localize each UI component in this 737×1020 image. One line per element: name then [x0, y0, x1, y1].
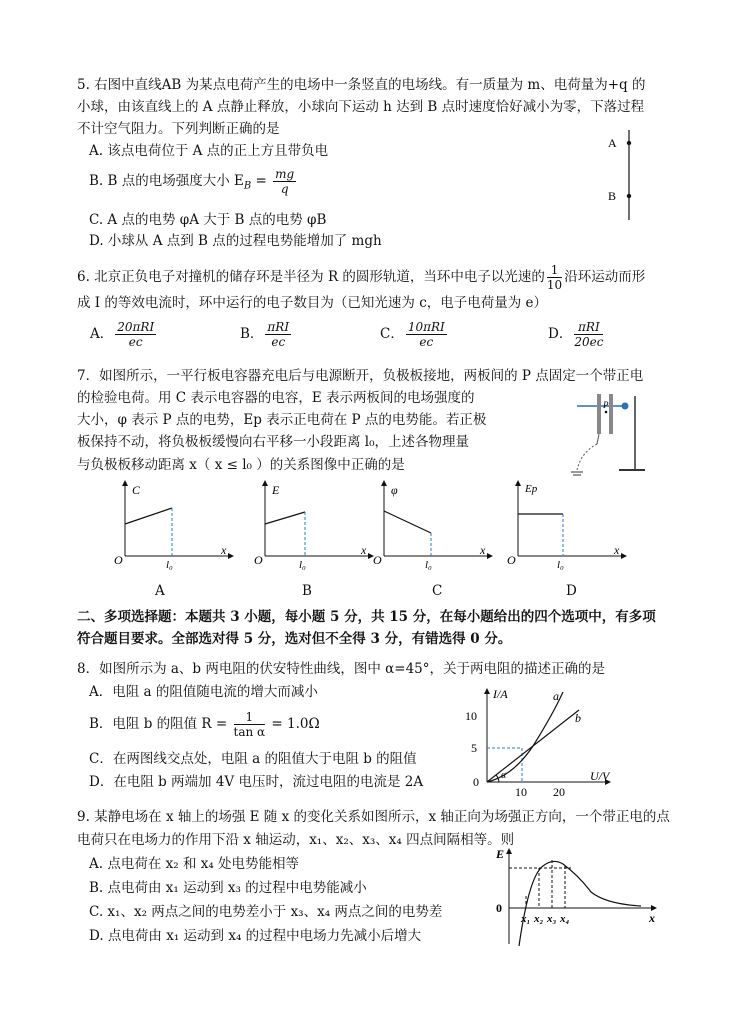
q8-x-tick-20: 20: [553, 785, 565, 799]
q9-ylabel: E: [496, 847, 505, 861]
q8-angle-label: α: [501, 770, 507, 781]
q6-option-a: A． $\frac{\text{20πRI}}{ec}$: [90, 320, 155, 349]
q8-option-b: B．电阻 b 的阻值 R = $\frac{1}{\text{tan α}}$ = 1.0Ω: [89, 710, 320, 739]
q7-graph-d-ylabel: Ep: [525, 483, 538, 495]
q5-option-c: C. A 点的电势 φA 大于 B 点的电势 φB: [89, 212, 327, 228]
q7-graph-c-letter: C: [432, 583, 443, 599]
q7-graph-b: [250, 478, 375, 571]
q8-xlabel: U/V: [590, 769, 610, 783]
q8-curve-b-label: b: [575, 711, 581, 725]
q7-graph-b-letter: B: [302, 583, 312, 599]
q7-graph-b-tick: l₀: [299, 559, 306, 571]
q7-point-p-label: P: [603, 400, 609, 410]
q5-point-b-label: B: [608, 189, 617, 203]
q9-tick-x2: x₂: [534, 913, 544, 925]
q5-field-line-figure: [600, 128, 650, 228]
q5-line3: 不计空气阻力。下列判断正确的是: [77, 121, 280, 137]
q6-option-c: C． $\frac{\text{10πRI}}{ec}$: [380, 320, 445, 349]
q6-option-d: D． $\frac{\text{πRI}}{20ec}$: [548, 320, 604, 349]
q5-option-d: D. 小球从 A 点到 B 点的过程电势能增加了 mgh: [89, 233, 382, 249]
q9-option-c: C. x₁、x₂ 两点之间的电势差小于 x₃、x₄ 两点之间的电势差: [89, 904, 443, 920]
q5-line2: 小球，由该直线上的 A 点静止释放，小球向下运动 h 达到 B 点时速度恰好减小为零，下落过程: [77, 99, 645, 115]
q7-graph-d-xlabel: x: [614, 543, 620, 557]
q7-line4: 板保持不动，将负极板缓慢向右平移一小段距离 l₀，上述各物理量: [77, 434, 470, 450]
q8-option-d: D．在电阻 b 两端加 4V 电压时，流过电阻的电流是 2A: [89, 774, 424, 790]
q7-line2: 的检验电荷。用 C 表示电容器的电容，E 表示两板间的电场强度的: [77, 390, 475, 406]
q7-graph-a-letter: A: [155, 583, 165, 599]
q7-graph-c-origin: O: [373, 553, 382, 567]
q7-graph-c: [369, 478, 494, 571]
q7-graph-d-letter: D: [566, 583, 577, 599]
q8-curve-a-label: a: [553, 689, 559, 703]
q8-iv-graph: [463, 686, 623, 798]
q9-xlabel: x: [649, 911, 655, 925]
q6-line1: 6. 北京正负电子对撞机的储存环是半径为 R 的圆形轨道，当环中电子以光速的 $\frac{1}{10}$ 沿环运动而形: [77, 263, 646, 292]
section2-heading-line2: 符合题目要求。全部选对得 5 分，选对但不全得 3 分，有错选得 0 分。: [77, 631, 512, 647]
q8-option-a: A．电阻 a 的阻值随电流的增大而减小: [89, 684, 318, 700]
q7-graph-c-ylabel: φ: [391, 483, 398, 497]
q6-option-b: B． $\frac{\text{πRI}}{ec}$: [240, 320, 290, 349]
q7-graph-a-ylabel: C: [132, 483, 141, 497]
q7-graph-d-origin: O: [507, 553, 516, 567]
q9-field-graph: [491, 846, 666, 948]
q7-line5: 与负极板移动距离 x（ x ≤ l₀ ）的关系图像中正确的是: [77, 457, 405, 473]
q9-option-a: A. 点电荷在 x₂ 和 x₄ 处电势能相等: [89, 856, 300, 872]
q7-graph-a: [110, 478, 235, 571]
q9-tick-x3: x₃: [547, 913, 557, 925]
q7-graph-b-xlabel: x: [361, 543, 367, 557]
q9-option-b: B. 点电荷由 x₁ 运动到 x₃ 的过程中电势能减小: [89, 880, 367, 896]
q9-tick-x4: x₄: [560, 913, 570, 925]
q8-y-tick-5: 5: [471, 741, 477, 755]
q5-point-a-label: A: [608, 136, 617, 150]
q9-option-d: D. 点电荷由 x₁ 运动到 x₄ 的过程中电场力先减小后增大: [89, 928, 422, 944]
q9-tick-x1: x₁: [521, 913, 531, 925]
q7-line1: 7．如图所示，一平行板电容器充电后与电源断开，负极板接地，两板间的 P 点固定一个带正电: [77, 368, 644, 384]
q7-graph-a-tick: l₀: [166, 559, 173, 571]
q8-origin: 0: [473, 775, 479, 789]
q7-line3: 大小，φ 表示 P 点的电势，Ep 表示正电荷在 P 点的电势能。若正极: [77, 412, 487, 428]
q8-ylabel: I/A: [493, 687, 508, 701]
q8-y-tick-10: 10: [465, 709, 477, 723]
q7-graph-c-xlabel: x: [480, 543, 486, 557]
q7-capacitor-apparatus: [567, 388, 647, 480]
q5-option-a: A. 该点电荷位于 A 点的正上方且带负电: [89, 143, 329, 159]
q7-graph-b-ylabel: E: [272, 483, 280, 497]
q5-line1: 5. 右图中直线AB 为某点电荷产生的电场中一条竖直的电场线。有一质量为 m、电荷量为+q 的: [77, 77, 646, 93]
q8-option-c: C．在两图线交点处，电阻 a 的阻值大于电阻 b 的阻值: [89, 751, 417, 767]
q7-graph-b-origin: O: [254, 553, 263, 567]
q9-origin: 0: [496, 901, 502, 915]
q7-graph-a-xlabel: x: [221, 543, 227, 557]
q8-line1: 8．如图所示为 a、b 两电阻的伏安特性曲线，图中 α=45°，关于两电阻的描述正确的是: [77, 661, 606, 677]
q7-graph-d-tick: l₀: [557, 559, 564, 571]
q7-graph-a-origin: O: [114, 553, 123, 567]
q9-line2: 电荷只在电场力的作用下沿 x 轴运动，x₁、x₂、x₃、x₄ 四点间隔相等。则: [77, 832, 515, 848]
q8-x-tick-10: 10: [515, 785, 527, 799]
q7-graph-d: [503, 478, 628, 571]
q6-line2: 成 I 的等效电流时，环中运行的电子数目为（已知光速为 c，电子电荷量为 e）: [77, 295, 548, 311]
q5-option-b: B. B 点的电场强度大小 $E_B$ = $\frac{mg}{q}$: [89, 167, 295, 196]
q9-line1: 9. 某静电场在 x 轴上的场强 E 随 x 的变化关系如图所示，x 轴正向为场强正方向，一个带正电的点: [77, 809, 670, 825]
q7-graph-c-tick: l₀: [425, 559, 432, 571]
section2-heading-line1: 二、多项选择题：本题共 3 小题，每小题 5 分，共 15 分，在每小题给出的四个选项中，有多项: [77, 609, 656, 625]
